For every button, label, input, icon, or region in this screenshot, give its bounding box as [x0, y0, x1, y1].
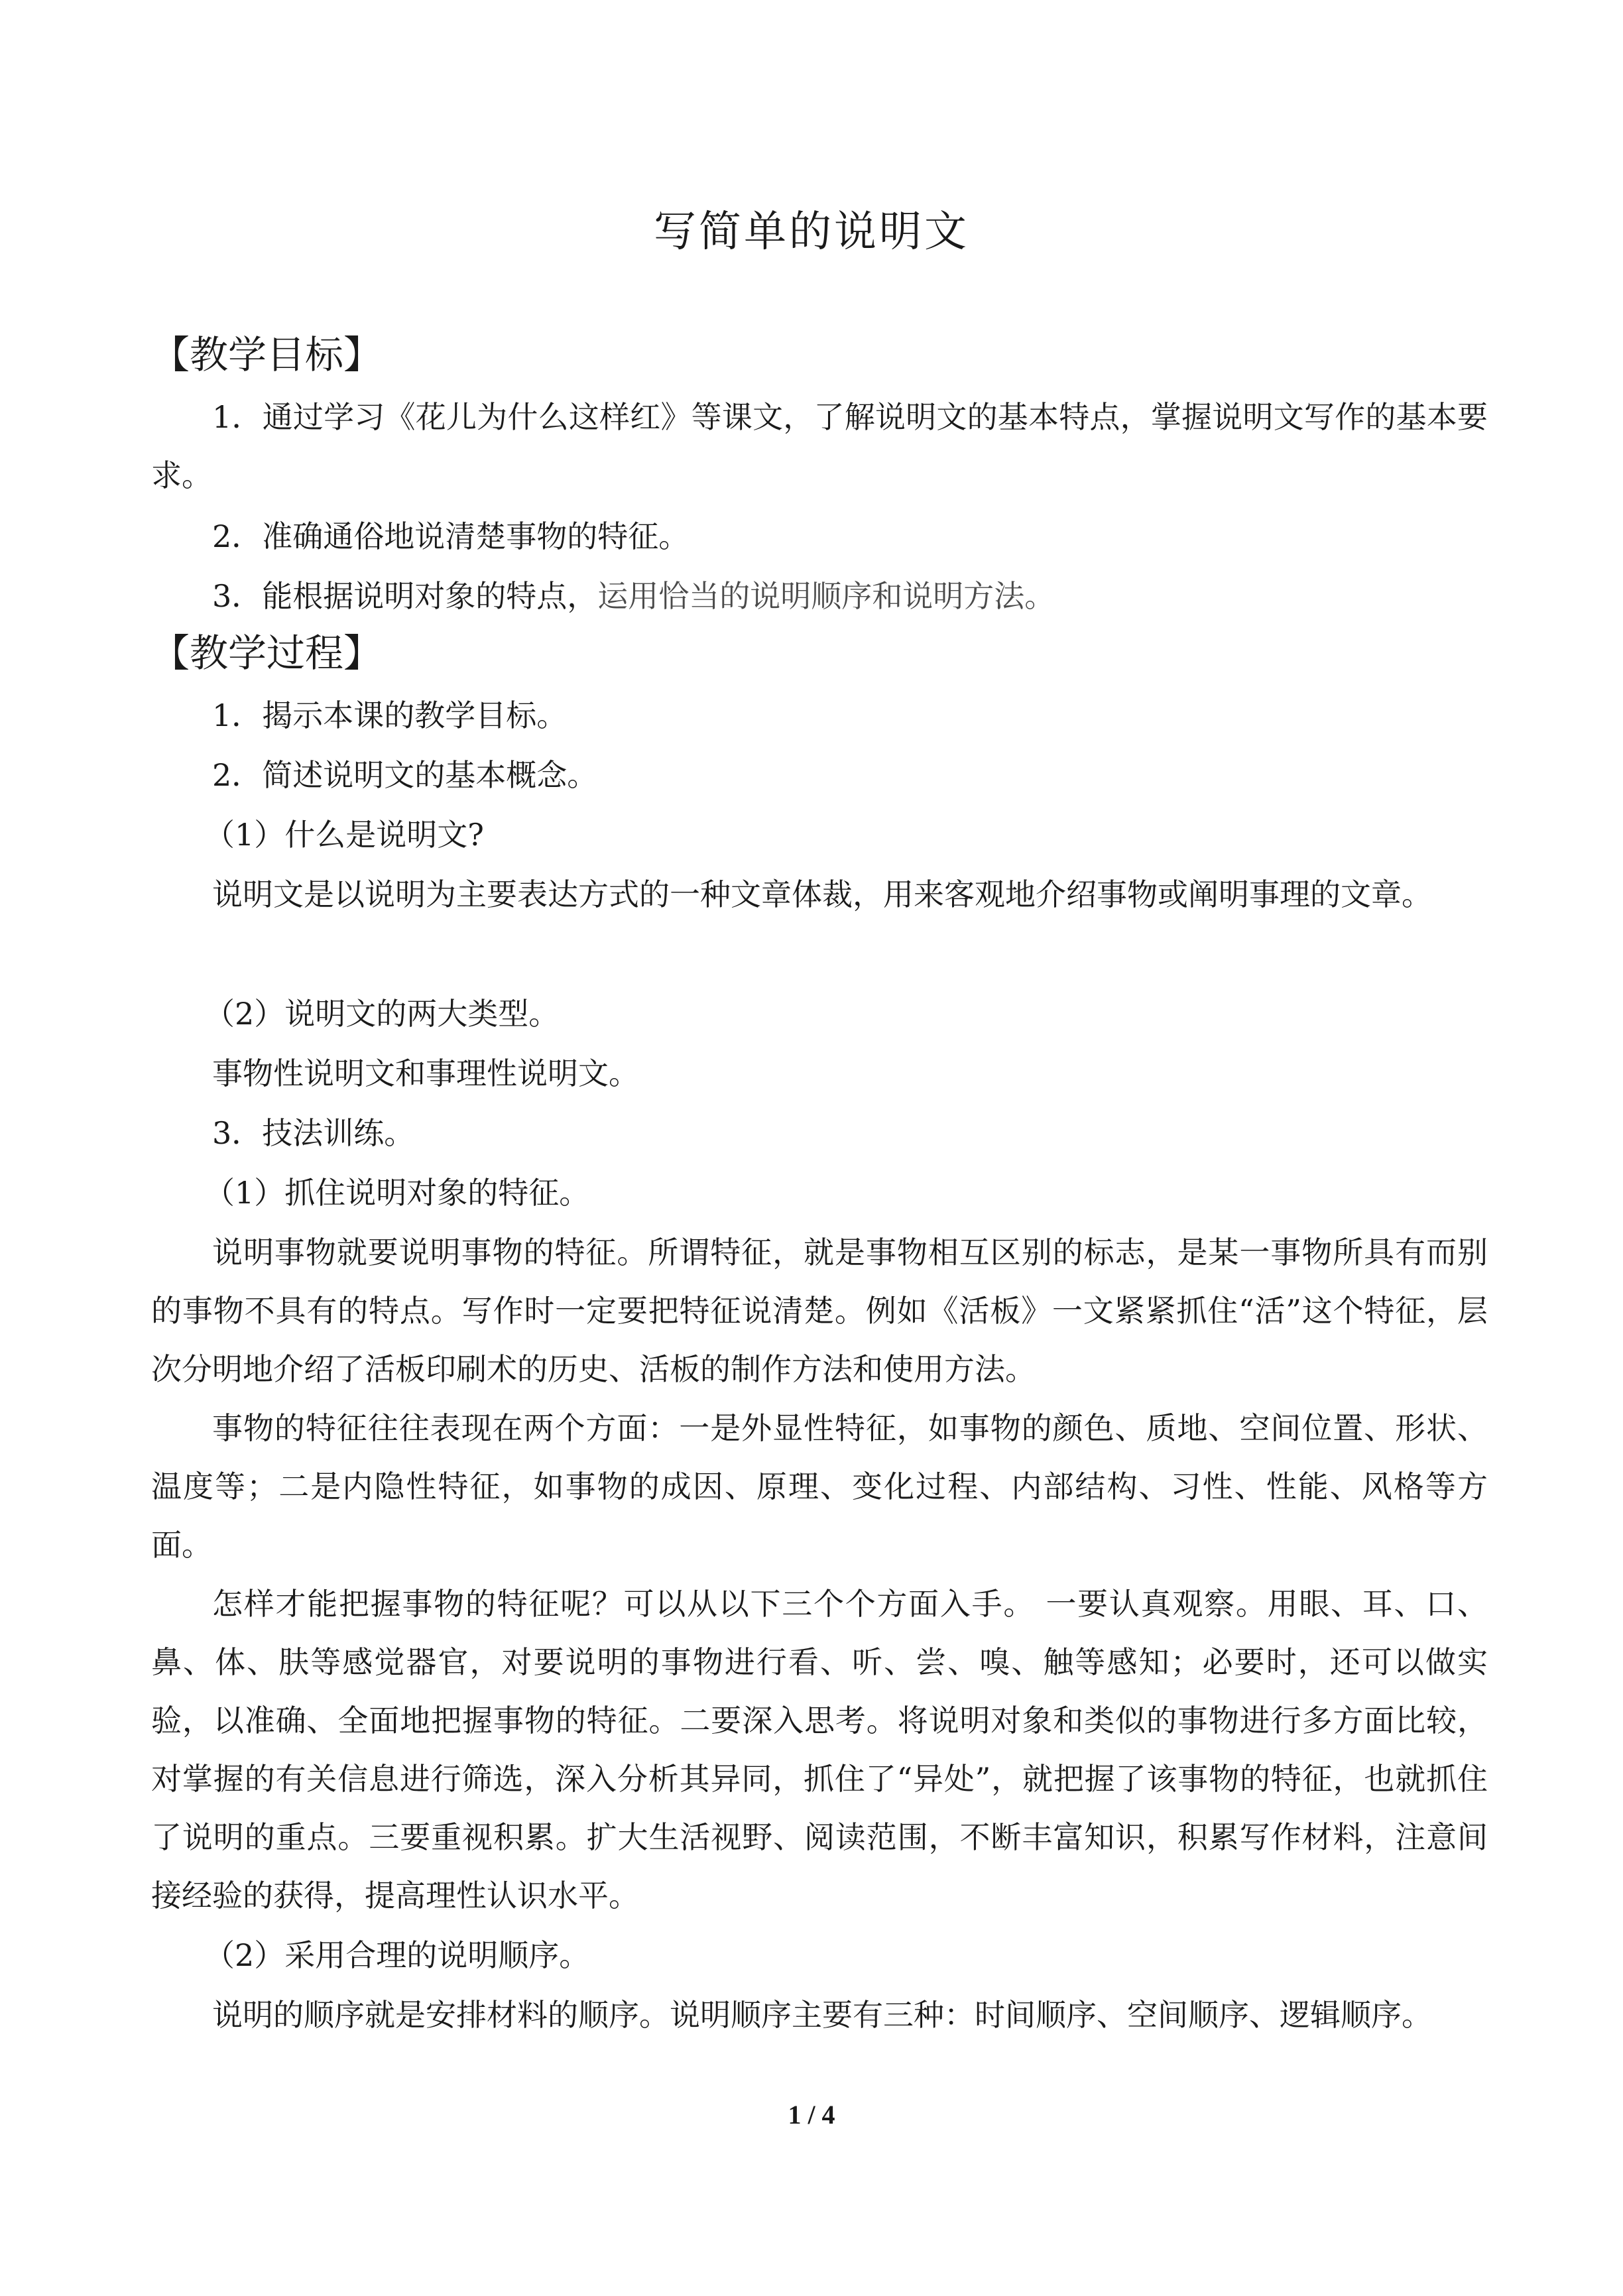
goal-item-2: 2．准确通俗地说清楚事物的特征。: [212, 518, 690, 554]
process-step-1: 1．揭示本课的教学目标。: [212, 697, 568, 733]
section-heading-goals: 【教学目标】: [151, 332, 383, 377]
section-heading-process: 【教学过程】: [151, 631, 383, 676]
question-2: （2）说明文的两大类型。: [204, 996, 560, 1032]
question-2-answer: 事物性说明文和事理性说明文。: [212, 1056, 639, 1091]
goal-item-3: [151, 567, 1549, 625]
goal-item-3-highlight: 运用恰当的说明顺序和说明方法。: [597, 578, 1055, 614]
technique-1-paragraph-1: 说明事物就要说明事物的特征。所谓特征，就是事物相互区别的标志，是某一事物所具有而别的事物不具有的特点。写作时一定要把特征说清楚。例如《活板》一文紧紧抓住“活”这个特征，层次分明地介绍了活板印刷术的历史、活板的制作方法和使用方法。: [151, 1235, 1488, 1387]
page-title: 写简单的说明文: [654, 208, 969, 257]
process-step-2: 2．简述说明文的基本概念。: [212, 757, 598, 793]
technique-2-paragraph-1: 说明的顺序就是安排材料的顺序。说明顺序主要有三种：时间顺序、空间顺序、逻辑顺序。: [212, 1997, 1432, 2033]
page-number: 1 / 4: [788, 2100, 835, 2130]
question-1-answer: 说明文是以说明为主要表达方式的一种文章体裁，用来客观地介绍事物或阐明事理的文章。: [212, 876, 1432, 912]
goal-item-1: 1．通过学习《花儿为什么这样红》等课文，了解说明文的基本特点，掌握说明文写作的基本要求。: [151, 399, 1488, 493]
technique-1-paragraph-3: 怎样才能把握事物的特征呢？可以从以下三个个方面入手。 一要认真观察。用眼、耳、口、鼻、体、肤等感觉器官，对要说明的事物进行看、听、尝、嗅、触等感知；必要时，还可以做实验，以准确、全面地把握事物的特征。二要深入思考。将说明对象和类似的事物进行多方面比较，对掌握的有关信息进行筛选，深入分析其异同，抓住了“异处”，就把握了该事物的特征，也就抓住了说明的重点。三要重视积累。扩大生活视野、阅读范围，不断丰富知识，积累写作材料，注意间接经验的获得，提高理性认识水平。: [151, 1586, 1488, 1913]
technique-1: （1）抓住说明对象的特征。: [204, 1175, 590, 1211]
technique-1-paragraph-2: 事物的特征往往表现在两个方面：一是外显性特征，如事物的颜色、质地、空间位置、形状、温度等；二是内隐性特征，如事物的成因、原理、变化过程、内部结构、习性、性能、风格等方面。: [151, 1410, 1488, 1563]
goal-item-3-lead: 3．能根据说明对象的特点，: [212, 578, 598, 614]
process-step-3: 3．技法训练。: [212, 1115, 415, 1151]
technique-2: （2）采用合理的说明顺序。: [204, 1937, 590, 1973]
question-1: （1）什么是说明文?: [204, 817, 484, 853]
